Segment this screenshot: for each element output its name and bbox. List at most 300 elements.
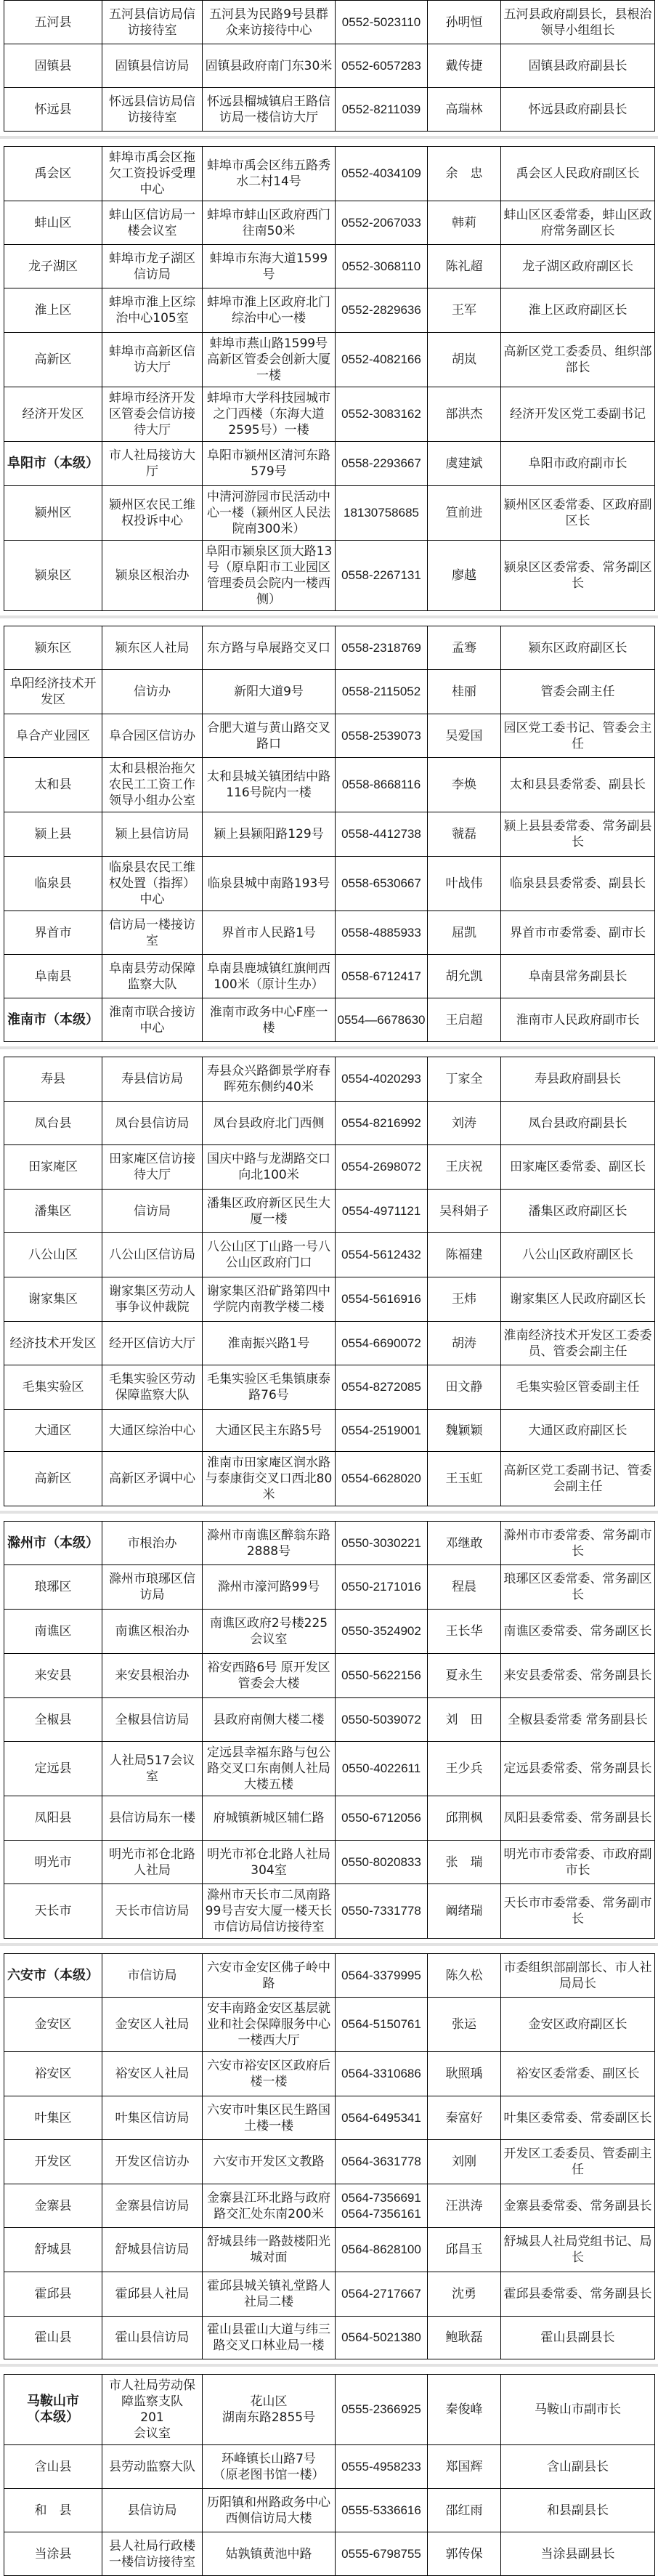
region-cell: 琅琊区: [4, 1565, 102, 1610]
region-cell: 天长市: [4, 1884, 102, 1939]
position-cell: 霍山县副县长: [501, 2317, 655, 2359]
address-cell: 南谯区政府2号楼225会议室: [203, 1610, 336, 1654]
office-cell: 毛集实验区劳动保障监察大队: [102, 1365, 203, 1410]
phone-cell: 0554-4971121: [336, 1190, 428, 1233]
position-cell: 定远县委常委、常务副县长: [501, 1742, 655, 1796]
office-cell: 蚌埠市经济开发区管委会信访接待大厅: [102, 387, 203, 442]
phone-cell: 0550-7331778: [336, 1884, 428, 1939]
office-cell: 淮南市联合接访中心: [102, 998, 203, 1042]
group-separator: [0, 611, 658, 626]
region-cell: 淮上区: [4, 288, 102, 333]
region-cell: 滁州市（本级）: [4, 1522, 102, 1565]
contact-person-cell: 韩莉: [428, 201, 501, 245]
phone-cell: 0558-6530667: [336, 857, 428, 911]
phone-cell: 0554-4020293: [336, 1057, 428, 1102]
table-row: [4, 2184, 655, 2228]
position-cell: 谢家集区人民政府副区长: [501, 1277, 655, 1322]
table-row: [4, 1698, 655, 1742]
position-cell: 来安县委常委、常务副县长: [501, 1654, 655, 1698]
table-row: [4, 1452, 655, 1506]
position-cell: 园区党工委书记、管委会主任: [501, 714, 655, 758]
contact-person-cell: 吴爱国: [428, 714, 501, 758]
region-cell: 颍泉区: [4, 541, 102, 611]
table-row: [4, 245, 655, 288]
contact-person-cell: 邱荆枫: [428, 1796, 501, 1841]
phone-cell: 0558-2115052: [336, 670, 428, 714]
contact-person-cell: 程晨: [428, 1565, 501, 1610]
position-cell: 大通区政府副区长: [501, 1410, 655, 1452]
table-row: [4, 1410, 655, 1452]
address-cell: 霍山县霍山大道与纬三路交叉口林业局一楼: [203, 2317, 336, 2359]
address-cell: 蚌埠市禹会区纬五路秀水二村14号: [203, 147, 336, 201]
position-cell: 金安区政府副区长: [501, 1998, 655, 2052]
contact-person-cell: 张运: [428, 1998, 501, 2052]
contact-person-cell: 虢磊: [428, 812, 501, 857]
region-cell: 蚌山区: [4, 201, 102, 245]
office-cell: 市人社局劳动保障监察支队 201 会议室: [102, 2375, 203, 2445]
address-cell: 界首市人民路1号: [203, 911, 336, 955]
contact-person-cell: 虞建斌: [428, 442, 501, 486]
region-cell: 龙子湖区: [4, 245, 102, 288]
contact-person-cell: 高瑞林: [428, 88, 501, 132]
table-row: [4, 442, 655, 486]
table-row: [4, 1102, 655, 1145]
position-cell: 凤阳县委常委、常务副县长: [501, 1796, 655, 1841]
office-cell: 临泉县农民工维权处置（指挥）中心: [102, 857, 203, 911]
contact-table: [4, 0, 655, 132]
office-cell: 信访局一楼接访室: [102, 911, 203, 955]
phone-cell: 0550-8020833: [336, 1841, 428, 1884]
contact-person-cell: 陈福建: [428, 1233, 501, 1277]
contact-person-cell: 戴传捷: [428, 44, 501, 88]
address-cell: 蚌埠市燕山路1599号高新区管委会创新大厦一楼: [203, 333, 336, 387]
region-cell: 阜南县: [4, 955, 102, 998]
position-cell: 临泉县县委常委、副县长: [501, 857, 655, 911]
table-row: [4, 857, 655, 911]
table-row: [4, 2445, 655, 2489]
address-cell: 滁州市天长市二凤南路99号吉安大厦一楼天长市信访局信访接待室: [203, 1884, 336, 1939]
phone-cell: 18130758685: [336, 486, 428, 541]
position-cell: 颍东区政府副区长: [501, 626, 655, 670]
region-cell: 临泉县: [4, 857, 102, 911]
contact-person-cell: 胡岚: [428, 333, 501, 387]
contact-person-cell: 吴科娟子: [428, 1190, 501, 1233]
table-row: [4, 147, 655, 201]
phone-cell: 0564-6495341: [336, 2096, 428, 2140]
table-row: [4, 2140, 655, 2184]
contact-person-cell: 王军: [428, 288, 501, 333]
phone-cell: 0564-5150761: [336, 1998, 428, 2052]
contact-person-cell: 邱昌玉: [428, 2228, 501, 2272]
position-cell: 明光市市委常委、市政府副市长: [501, 1841, 655, 1884]
office-cell: 金安区人社局: [102, 1998, 203, 2052]
phone-cell: 0554-8216992: [336, 1102, 428, 1145]
table-row: [4, 1742, 655, 1796]
table-row: [4, 387, 655, 442]
table-row: [4, 998, 655, 1042]
region-cell: 高新区: [4, 333, 102, 387]
phone-cell: 0552-3068110: [336, 245, 428, 288]
contact-person-cell: 屈凯: [428, 911, 501, 955]
phone-cell: 0550-6712056: [336, 1796, 428, 1841]
phone-cell: 0550-3030221: [336, 1522, 428, 1565]
office-cell: 颍泉区根治办: [102, 541, 203, 611]
region-cell: 毛集实验区: [4, 1365, 102, 1410]
contact-person-cell: 胡涛: [428, 1322, 501, 1365]
region-cell: 田家庵区: [4, 1145, 102, 1190]
phone-cell: 0554-5612432: [336, 1233, 428, 1277]
table-row: [4, 2228, 655, 2272]
table-row: [4, 626, 655, 670]
office-cell: 天长市信访局: [102, 1884, 203, 1939]
region-cell: 高新区: [4, 1452, 102, 1506]
position-cell: 叶集区委常委、常委副区长: [501, 2096, 655, 2140]
region-cell: 经济技术开发区: [4, 1322, 102, 1365]
table-row: [4, 2317, 655, 2359]
office-cell: 舒城县信访局: [102, 2228, 203, 2272]
phone-cell: 0564-3379995: [336, 1954, 428, 1998]
table-row: [4, 1145, 655, 1190]
address-cell: 蚌埠市东海大道1599号: [203, 245, 336, 288]
region-cell: 固镇县: [4, 44, 102, 88]
phone-cell: 0558-2293667: [336, 442, 428, 486]
table-row: [4, 1565, 655, 1610]
address-cell: 新阳大道9号: [203, 670, 336, 714]
region-cell: 潘集区: [4, 1190, 102, 1233]
office-cell: 经开区信访大厅: [102, 1322, 203, 1365]
region-cell: 凤台县: [4, 1102, 102, 1145]
position-cell: 含山副县长: [501, 2445, 655, 2489]
contact-table: [4, 626, 655, 1042]
table-row: [4, 1322, 655, 1365]
address-cell: 滁州市濠河路99号: [203, 1565, 336, 1610]
address-cell: 金寨县江环北路与政府路交汇处东南200米: [203, 2184, 336, 2228]
contact-person-cell: 刘刚: [428, 2140, 501, 2184]
position-cell: 舒城县人社局党组书记、局长: [501, 2228, 655, 2272]
address-cell: 淮南振兴路1号: [203, 1322, 336, 1365]
address-cell: 六安市开发区文教路: [203, 2140, 336, 2184]
address-cell: 颍上县颍阳路129号: [203, 812, 336, 857]
phone-cell: 0564-3310686: [336, 2052, 428, 2096]
office-cell: 南谯区根治办: [102, 1610, 203, 1654]
office-cell: 滁州市琅琊区信访局: [102, 1565, 203, 1610]
table-row: [4, 2375, 655, 2445]
table-row: [4, 2052, 655, 2096]
office-cell: 市人社局接访大厅: [102, 442, 203, 486]
office-cell: 县信访局东一楼: [102, 1796, 203, 1841]
office-cell: 固镇县信访局: [102, 44, 203, 88]
office-cell: 霍邱县人社局: [102, 2272, 203, 2317]
address-cell: 潘集区政府新区民生大厦一楼: [203, 1190, 336, 1233]
position-cell: 经济开发区党工委副书记: [501, 387, 655, 442]
position-cell: 金寨县委常委、常务副县长: [501, 2184, 655, 2228]
office-cell: 蚌埠市禹会区拖欠工资投诉受理中心: [102, 147, 203, 201]
table-row: [4, 1884, 655, 1939]
region-cell: 阜阳市（本级）: [4, 442, 102, 486]
table-row: [4, 44, 655, 88]
address-cell: 东方路与阜展路交叉口: [203, 626, 336, 670]
office-cell: 信访局: [102, 1190, 203, 1233]
address-cell: 府城镇新城区辅仁路: [203, 1796, 336, 1841]
position-cell: 禹会区人民政府副区长: [501, 147, 655, 201]
position-cell: 潘集区政府副区长: [501, 1190, 655, 1233]
group-separator: [0, 1939, 658, 1953]
office-cell: 开发区信访办: [102, 2140, 203, 2184]
address-cell: 明光市祁仓北路人社局304室: [203, 1841, 336, 1884]
position-cell: 颍州区区委常委、区政府副区长: [501, 486, 655, 541]
region-cell: 开发区: [4, 2140, 102, 2184]
phone-cell: 0554-2519001: [336, 1410, 428, 1452]
contact-person-cell: 部洪杰: [428, 387, 501, 442]
contact-person-cell: 汪洪涛: [428, 2184, 501, 2228]
position-cell: 天长市市委常委、常务副市长: [501, 1884, 655, 1939]
phone-cell: 0550-5622156: [336, 1654, 428, 1698]
table-row: [4, 758, 655, 812]
region-cell: 八公山区: [4, 1233, 102, 1277]
position-cell: 固镇县政府副县长: [501, 44, 655, 88]
region-cell: 怀远县: [4, 88, 102, 132]
region-cell: 和 县: [4, 2489, 102, 2532]
position-cell: 田家庵区委常委、副区长: [501, 1145, 655, 1190]
address-cell: 国庆中路与龙湖路交口向北100米: [203, 1145, 336, 1190]
table-row: [4, 2272, 655, 2317]
table-row: [4, 1796, 655, 1841]
address-cell: 蚌埠市淮上区政府北门综治中心一楼: [203, 288, 336, 333]
region-cell: 颍东区: [4, 626, 102, 670]
contact-person-cell: 王长华: [428, 1610, 501, 1654]
group-separator: [0, 132, 658, 146]
table-row: [4, 1190, 655, 1233]
contact-person-cell: 秦俊峰: [428, 2375, 501, 2445]
address-cell: 中清河游园市民活动中心一楼（颍州区人民法院南300米）: [203, 486, 336, 541]
contact-person-cell: 陈礼超: [428, 245, 501, 288]
contact-person-cell: 王启超: [428, 998, 501, 1042]
position-cell: 马鞍山市副市长: [501, 2375, 655, 2445]
address-cell: 霍邱县城关镇礼堂路人社局二楼: [203, 2272, 336, 2317]
region-cell: 太和县: [4, 758, 102, 812]
office-cell: 来安县根治办: [102, 1654, 203, 1698]
position-cell: 寿县政府副县长: [501, 1057, 655, 1102]
region-cell: 含山县: [4, 2445, 102, 2489]
position-cell: 阜南县常务副县长: [501, 955, 655, 998]
contact-person-cell: 孙明恒: [428, 1, 501, 44]
address-cell: 安丰南路金安区基层就业和社会保障服务中心一楼西大厅: [203, 1998, 336, 2052]
position-cell: 阜阳市政府副市长: [501, 442, 655, 486]
address-cell: 裕安西路6号 原开发区管委会大楼: [203, 1654, 336, 1698]
office-cell: 市信访局: [102, 1954, 203, 1998]
region-cell: 六安市（本级）: [4, 1954, 102, 1998]
address-cell: 阜南县鹿城镇红旗闸西100米（原计生办）: [203, 955, 336, 998]
phone-cell: 0564-8628100: [336, 2228, 428, 2272]
office-cell: 县劳动监察大队: [102, 2445, 203, 2489]
phone-cell: 0554-5616916: [336, 1277, 428, 1322]
phone-cell: 0554-6690072: [336, 1322, 428, 1365]
table-row: [4, 714, 655, 758]
contact-person-cell: 郑国辉: [428, 2445, 501, 2489]
position-cell: 淮南市人民政府副市长: [501, 998, 655, 1042]
position-cell: 市委组织部副部长、市人社局局长: [501, 1954, 655, 1998]
region-cell: 颍上县: [4, 812, 102, 857]
contact-person-cell: 王玉虹: [428, 1452, 501, 1506]
contact-person-cell: 刘 田: [428, 1698, 501, 1742]
phone-cell: 0552-3083162: [336, 387, 428, 442]
address-cell: 阜阳市颍州区清河东路579号: [203, 442, 336, 486]
address-cell: 环峰镇长山路7号 （原老图书馆一楼）: [203, 2445, 336, 2489]
region-cell: 明光市: [4, 1841, 102, 1884]
region-cell: 南谯区: [4, 1610, 102, 1654]
region-cell: 霍山县: [4, 2317, 102, 2359]
phone-cell: 0555-5336616: [336, 2489, 428, 2532]
address-cell: 淮南市政务中心F座一楼: [203, 998, 336, 1042]
phone-cell: 0558-4885933: [336, 911, 428, 955]
group-separator: [0, 2359, 658, 2374]
office-cell: 田家庵区信访接待大厅: [102, 1145, 203, 1190]
address-cell: 滁州市南谯区醉翁东路2888号: [203, 1522, 336, 1565]
contact-table: [4, 1521, 655, 1939]
phone-cell: 0550-2171016: [336, 1565, 428, 1610]
phone-cell: 0554-2698072: [336, 1145, 428, 1190]
phone-cell: 0564-7356691 0564-7356161: [336, 2184, 428, 2228]
table-row: [4, 670, 655, 714]
position-cell: 淮上区政府副区长: [501, 288, 655, 333]
contact-person-cell: 魏颖颖: [428, 1410, 501, 1452]
phone-cell: 0564-5021380: [336, 2317, 428, 2359]
position-cell: 颍泉区区委常委、常务副区长: [501, 541, 655, 611]
contact-person-cell: 刘涛: [428, 1102, 501, 1145]
position-cell: 开发区工委委员、管委副主任: [501, 2140, 655, 2184]
position-cell: 高新区党工委副书记、管委会副主任: [501, 1452, 655, 1506]
group-separator: [0, 1042, 658, 1057]
region-cell: 全椒县: [4, 1698, 102, 1742]
address-cell: 阜阳市颍泉区顶大路13号（原阜阳市工业园区管理委员会院内一楼西侧）: [203, 541, 336, 611]
table-row: [4, 486, 655, 541]
region-cell: 大通区: [4, 1410, 102, 1452]
position-cell: 滁州市市委常委、常务副市长: [501, 1522, 655, 1565]
phone-cell: 0552-5023110: [336, 1, 428, 44]
region-cell: 禹会区: [4, 147, 102, 201]
contact-person-cell: 李焕: [428, 758, 501, 812]
contact-person-cell: 邓继敢: [428, 1522, 501, 1565]
phone-cell: 0555-6798755: [336, 2532, 428, 2576]
region-cell: 阜阳经济技术开发区: [4, 670, 102, 714]
position-cell: 毛集实验区管委副主任: [501, 1365, 655, 1410]
office-cell: 县人社局行政楼一楼信访接待室: [102, 2532, 203, 2576]
address-cell: 凤台县政府北门西侧: [203, 1102, 336, 1145]
contact-person-cell: 胡允凯: [428, 955, 501, 998]
table-row: [4, 288, 655, 333]
office-cell: 信访办: [102, 670, 203, 714]
office-cell: 怀远县信访局信访接待室: [102, 88, 203, 132]
region-cell: 谢家集区: [4, 1277, 102, 1322]
table-row: [4, 812, 655, 857]
address-cell: 淮南市田家庵区润水路与泰康街交叉口西北80米: [203, 1452, 336, 1506]
region-cell: 当涂县: [4, 2532, 102, 2576]
contact-person-cell: 郭传保: [428, 2532, 501, 2576]
table-row: [4, 88, 655, 132]
position-cell: 太和县县委常委、副县长: [501, 758, 655, 812]
phone-cell: 0558-8668116: [336, 758, 428, 812]
office-cell: 颍上县信访局: [102, 812, 203, 857]
region-cell: 寿县: [4, 1057, 102, 1102]
phone-cell: 0552-6057283: [336, 44, 428, 88]
contact-person-cell: 陈久松: [428, 1954, 501, 1998]
position-cell: 凤台县政府副县长: [501, 1102, 655, 1145]
office-cell: 谢家集区劳动人事争议仲裁院: [102, 1277, 203, 1322]
region-cell: 来安县: [4, 1654, 102, 1698]
position-cell: 管委会副主任: [501, 670, 655, 714]
position-cell: 琅琊区区委常委、常务副区长: [501, 1565, 655, 1610]
office-cell: 大通区综治中心: [102, 1410, 203, 1452]
contact-person-cell: 孟骞: [428, 626, 501, 670]
contact-person-cell: 王庆祝: [428, 1145, 501, 1190]
region-cell: 舒城县: [4, 2228, 102, 2272]
table-row: [4, 1233, 655, 1277]
office-cell: 寿县信访局: [102, 1057, 203, 1102]
table-row: [4, 2489, 655, 2532]
office-cell: 蚌埠市高新区信访大厅: [102, 333, 203, 387]
office-cell: 叶集区信访局: [102, 2096, 203, 2140]
phone-cell: 0552-4082166: [336, 333, 428, 387]
table-row: [4, 2096, 655, 2140]
contact-person-cell: 夏永生: [428, 1654, 501, 1698]
address-cell: 太和县城关镇团结中路116号院内一楼: [203, 758, 336, 812]
position-cell: 和县副县长: [501, 2489, 655, 2532]
address-cell: 县政府南侧大楼二楼: [203, 1698, 336, 1742]
address-cell: 六安市金安区佛子岭中路: [203, 1954, 336, 1998]
contact-table: [4, 1953, 655, 2359]
phone-cell: 0554-8272085: [336, 1365, 428, 1410]
office-cell: 裕安区人社局: [102, 2052, 203, 2096]
table-row: [4, 2532, 655, 2576]
contact-person-cell: 阚绪瑞: [428, 1884, 501, 1939]
contact-person-cell: 鲍耿磊: [428, 2317, 501, 2359]
office-cell: 八公山区信访局: [102, 1233, 203, 1277]
address-cell: 寿县众兴路御景学府春晖苑东侧约40米: [203, 1057, 336, 1102]
contact-table: [4, 146, 655, 611]
address-cell: 怀远县榴城镇启王路信访局一楼信访大厅: [203, 88, 336, 132]
region-cell: 金寨县: [4, 2184, 102, 2228]
phone-cell: 0554—6678630: [336, 998, 428, 1042]
phone-cell: 0554-6628020: [336, 1452, 428, 1506]
office-cell: 全椒县信访局: [102, 1698, 203, 1742]
phone-cell: 0552-2829636: [336, 288, 428, 333]
position-cell: 五河县政府副县长，县根治领导小组组长: [501, 1, 655, 44]
region-cell: 定远县: [4, 1742, 102, 1796]
table-row: [4, 1057, 655, 1102]
region-cell: 裕安区: [4, 2052, 102, 2096]
position-cell: 当涂县副县长: [501, 2532, 655, 2576]
table-row: [4, 1841, 655, 1884]
phone-cell: 0564-2717667: [336, 2272, 428, 2317]
address-cell: 临泉县城中南路193号: [203, 857, 336, 911]
address-cell: 姑孰镇黄池中路: [203, 2532, 336, 2576]
office-cell: 五河县信访局信访接待室: [102, 1, 203, 44]
address-cell: 谢家集区沿矿路第四中学院内南教学楼二楼: [203, 1277, 336, 1322]
office-cell: 霍山县信访局: [102, 2317, 203, 2359]
office-cell: 凤台县信访局: [102, 1102, 203, 1145]
contact-person-cell: 沈勇: [428, 2272, 501, 2317]
table-row: [4, 1610, 655, 1654]
address-cell: 五河县为民路9号县群众来访接待中心: [203, 1, 336, 44]
region-cell: 界首市: [4, 911, 102, 955]
contact-person-cell: 王少兵: [428, 1742, 501, 1796]
position-cell: 南谯区委常委、常务副区长: [501, 1610, 655, 1654]
address-cell: 蚌埠市大学科技园城市之门西楼（东海大道2595号）一楼: [203, 387, 336, 442]
address-cell: 大通区民主东路5号: [203, 1410, 336, 1452]
phone-cell: 0564-3631778: [336, 2140, 428, 2184]
address-cell: 固镇县政府南门东30米: [203, 44, 336, 88]
table-row: [4, 1954, 655, 1998]
